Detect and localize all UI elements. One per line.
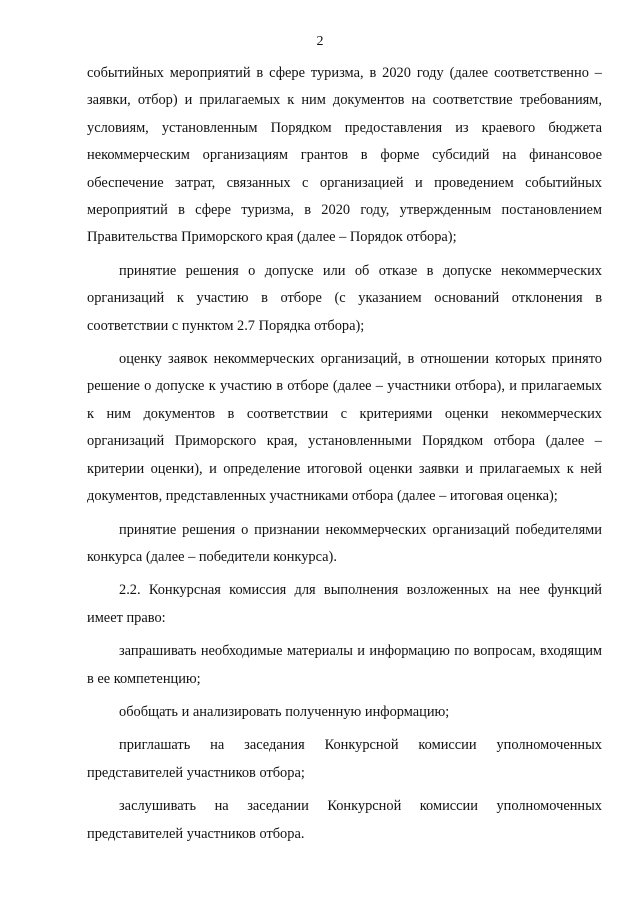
- paragraph-continuation: событийных мероприятий в сфере туризма, в 2020 году (далее соответственно – заявки, отбор) и прилагаемых к ним документов на соответствие требованиям, условиям, установленным Порядком предоставления из краевого бюджета некоммерческим организациям грантов в форме субсидий на финансовое обеспечение затрат, связанных с организацией и проведением событийных мероприятий в сфере туризма, в 2020 году, утвержденным постановлением Правительства Приморского края (далее – Порядок отбора);: [87, 65, 602, 246]
- paragraph-invite-representatives: приглашать на заседания Конкурсной комиссии уполномоченных представителей участников отбора;: [87, 737, 602, 781]
- page-number: 2: [316, 34, 324, 49]
- paragraph-section-2-2: 2.2. Конкурсная комиссия для выполнения возложенных на нее функций имеет право:: [87, 582, 602, 626]
- paragraph-admission-decision: принятие решения о допуске или об отказе в допуске некоммерческих организаций к участию в отборе (с указанием оснований отклонения в соответствии с пунктом 2.7 Порядка отбора);: [87, 262, 602, 334]
- paragraph-request-materials: запрашивать необходимые материалы и информацию по вопросам, входящим в ее компетенцию;: [87, 643, 602, 687]
- paragraph-hear-representatives: заслушивать на заседании Конкурсной комиссии уполномоченных представителей участников отбора.: [87, 798, 602, 842]
- paragraph-winners-decision: принятие решения о признании некоммерческих организаций победителями конкурса (далее – победители конкурса).: [87, 521, 602, 565]
- paragraph-application-evaluation: оценку заявок некоммерческих организаций, в отношении которых принято решение о допуске к участию в отборе (далее – участники отбора), и прилагаемых к ним документов в соответствии с критериями оценки некоммерческих организаций Приморского края, установленными Порядком отбора (далее – критерии оценки), и определение итоговой оценки заявки и прилагаемых к ней документов, представленных участниками отбора (далее – итоговая оценка);: [87, 351, 602, 505]
- paragraph-analyze-information: обобщать и анализировать полученную информацию;: [119, 703, 450, 720]
- document-body: [87, 60, 602, 848]
